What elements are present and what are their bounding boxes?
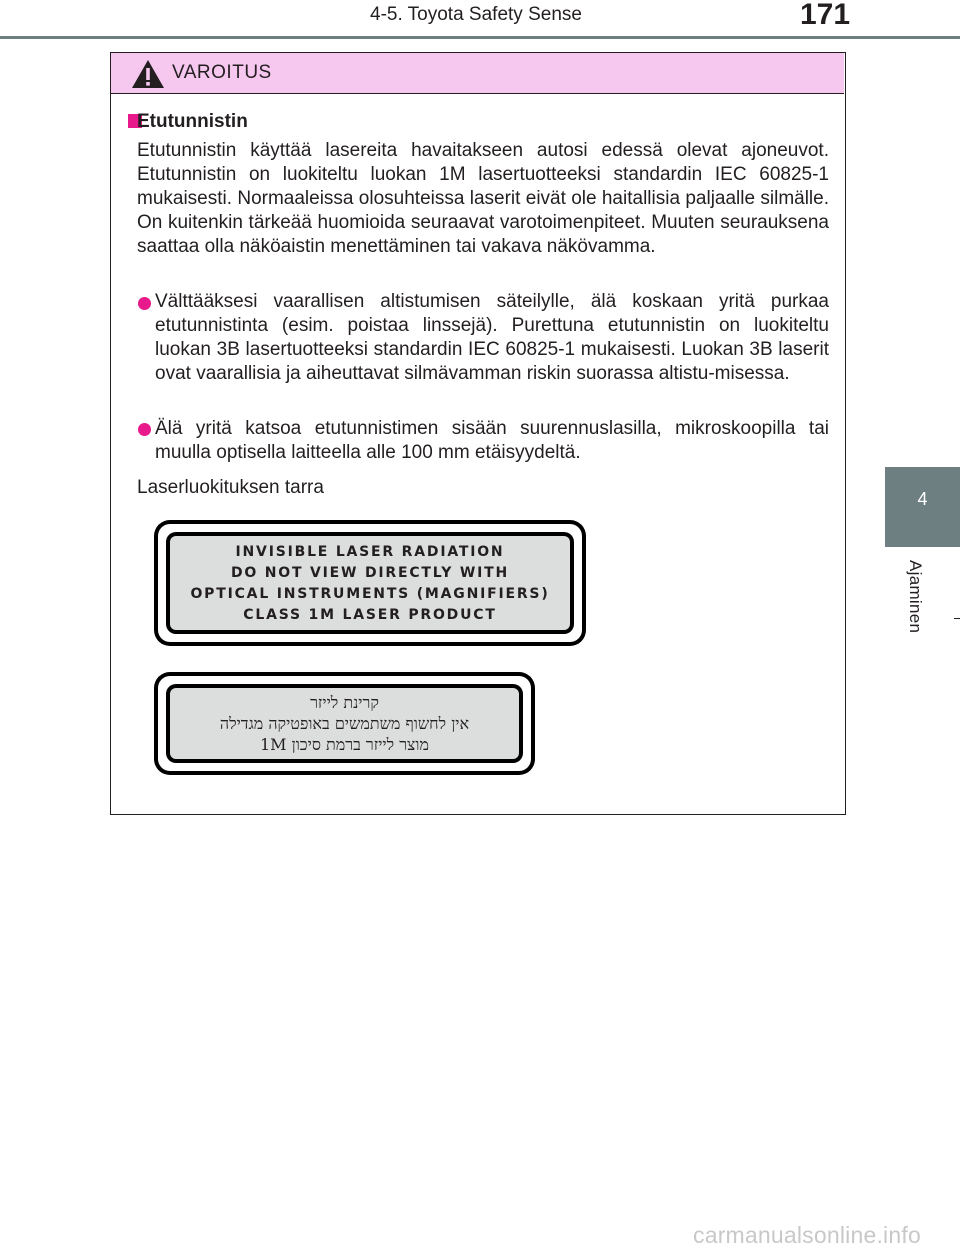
chapter-tab: [885, 467, 960, 547]
hebrew-laser-label: [154, 672, 535, 775]
label-en-line: OPTICAL INSTRUMENTS (MAGNIFIERS): [190, 586, 550, 602]
label-he-line: אין לחשוף משתמשים באופטיקה מגדילה: [219, 714, 470, 733]
bullet-dot-icon: [138, 297, 151, 310]
page-number: 171: [800, 0, 851, 31]
label-en-line: CLASS 1M LASER PRODUCT: [243, 607, 497, 623]
side-tick-mark: [954, 618, 960, 619]
label-en-line: INVISIBLE LASER RADIATION: [235, 544, 505, 560]
english-laser-label: [154, 520, 586, 646]
watermark: carmanualsonline.info: [693, 1222, 921, 1248]
bullet-item: Älä yritä katsoa etutunnistimen sisään suurennuslasilla, mikroskoopilla tai muulla optisella laitteella alle 100 mm etäisyydeltä.: [155, 418, 829, 463]
chapter-number: 4: [917, 489, 928, 509]
intro-paragraph: Etutunnistin käyttää lasereita havaitakseen autosi edessä olevat ajoneuvot. Etutunnistin on luokiteltu luokan 1M lasertuotteeksi standardin IEC 60825-1 mukaisesti. Normaaleissa olosuhteissa laserit eivät ole haitallisia paljaalle silmälle. On kuitenkin tärkeää huomioida seuraavat varotoimenpiteet. Muuten seurauksena saattaa olla näköaistin menettäminen tai vakava näkövamma.: [137, 140, 829, 257]
label-he-line: קרינת לייזר: [310, 693, 379, 712]
label-en-line: DO NOT VIEW DIRECTLY WITH: [230, 565, 510, 581]
bullet-item: Välttääksesi vaarallisen altistumisen säteilylle, älä koskaan yritä purkaa etutunnistinta (esim. poistaa linssejä). Purettuna etutunnistin on luokiteltu luokan 3B lasertuotteeksi standardin IEC 60825-1 mukaisesti. Luokan 3B laserit ovat vaarallisia ja aiheuttavat silmävamman riskin suorassa altistu-misessa.: [155, 291, 829, 384]
warning-title: VAROITUS: [172, 62, 272, 83]
header-rule: [0, 36, 960, 39]
warning-header: [111, 53, 844, 94]
section-heading: Etutunnistin: [137, 111, 248, 132]
warning-triangle-icon: [131, 59, 165, 89]
label-caption: Laserluokituksen tarra: [137, 477, 324, 498]
bullet-dot-icon: [138, 423, 151, 436]
header-section-title: 4-5. Toyota Safety Sense: [370, 4, 582, 25]
label-he-line: מוצר לייזר ברמת סיכון 1M: [259, 735, 430, 754]
chapter-title: Ajaminen: [906, 560, 925, 634]
